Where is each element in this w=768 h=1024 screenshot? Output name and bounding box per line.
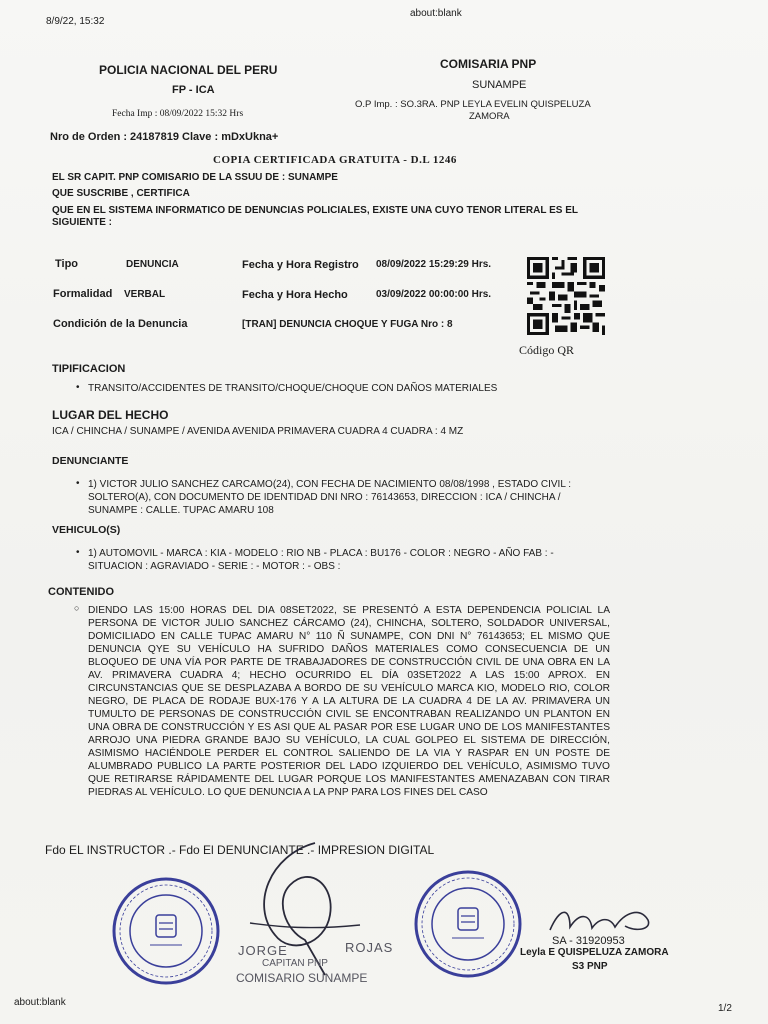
comisaria-subtitle: SUNAMPE (472, 79, 527, 91)
operator-line-1: O.P Imp. : SO.3RA. PNP LEYLA EVELIN QUISPELUZA (355, 99, 591, 110)
police-seal-left-icon (110, 875, 222, 987)
print-date: Fecha Imp : 08/09/2022 15:32 Hrs (112, 109, 244, 119)
signature-line: Fdo EL INSTRUCTOR .- Fdo El DENUNCIANTE .- IMPRESION DIGITAL (45, 843, 435, 857)
certificate-line-4: SIGUIENTE : (52, 217, 113, 228)
bullet-icon: • (76, 478, 80, 489)
formalidad-label: Formalidad (53, 288, 113, 300)
institution-title: POLICIA NACIONAL DEL PERU (99, 63, 278, 77)
vehiculo-title: VEHICULO(S) (52, 524, 121, 536)
print-url-top: about:blank (410, 8, 462, 19)
vehiculo-line-2: SITUACION : AGRAVIADO - SERIE : - MOTOR : - OBS : (88, 561, 341, 572)
stamp-right-id: SA - 31920953 (552, 935, 625, 947)
certificate-title: COPIA CERTIFICADA GRATUITA - D.L 1246 (213, 154, 457, 166)
fecha-hecho-label: Fecha y Hora Hecho (242, 289, 348, 301)
fecha-registro-value: 08/09/2022 15:29:29 Hrs. (376, 259, 492, 270)
tipo-label: Tipo (55, 258, 79, 270)
fecha-hecho-value: 03/09/2022 00:00:00 Hrs. (376, 289, 492, 300)
print-url-bottom: about:blank (14, 997, 66, 1008)
institution-subtitle: FP - ICA (172, 84, 215, 96)
stamp-right-name: Leyla E QUISPELUZA ZAMORA (520, 947, 669, 958)
operator-line-2: ZAMORA (469, 111, 510, 122)
bullet-icon: • (76, 382, 80, 393)
qr-code-icon (527, 257, 605, 335)
vehiculo-line-1: 1) AUTOMOVIL - MARCA : KIA - MODELO : RIO NB - PLACA : BU176 - COLOR : NEGRO - AÑO FAB : - (88, 548, 554, 559)
order-number: Nro de Orden : 24187819 Clave : mDxUkna+ (50, 131, 279, 143)
print-timestamp: 8/9/22, 15:32 (46, 16, 105, 27)
lugar-title: LUGAR DEL HECHO (52, 408, 169, 422)
certificate-line-2: QUE SUSCRIBE , CERTIFICA (52, 188, 190, 199)
denunciante-title: DENUNCIANTE (52, 455, 129, 467)
stamp-right-rank: S3 PNP (572, 961, 608, 972)
formalidad-value: VERBAL (124, 289, 166, 300)
print-page-number: 1/2 (718, 1003, 732, 1014)
stamp-left-rank: CAPITAN PNP (262, 958, 328, 969)
tipo-value: DENUNCIA (126, 259, 179, 270)
qr-caption: Código QR (519, 343, 575, 357)
fecha-registro-label: Fecha y Hora Registro (242, 259, 359, 271)
stamp-left-title: COMISARIO SUNAMPE (236, 971, 368, 985)
comisaria-title: COMISARIA PNP (440, 57, 537, 71)
stamp-left-name: JORGE (238, 943, 288, 958)
contenido-text: DIENDO LAS 15:00 HORAS DEL DIA 08SET2022, SE PRESENTÓ A ESTA DEPENDENCIA POLICIAL LA PERSONA DE VICTOR JULIO SANCHEZ CÁRCAMO (24), CHINCHA, SOLTERO, SOLDADOR UNIVERSAL, DOMICILIADO EN CALLE TUPAC AMARU N° 110 Ñ SUNAMPE, CON DNI N° 76143653; EL MISMO QUE DENUNCIA QYE SU VEHÍCULO HA SUFRIDO DAÑOS MATERIALES COMO CONSECUENCIA DE UN BLOQUEO DE UNA VÍA POR PARTE DE TRABAJADORES DE CONSTRUCCIÓN CIVIL DE UNA OBRA EN LA AV. PRIMAVERA CUADRA 4; HECHO OCURRIDO EL DÍA 03SET2022 A LAS 15:00 APROX. EN CIRCUNSTANCIAS QUE SE DESPLAZABA A BORDO DE SU VEHÍCULO MARCA KIO, MODELO RIO, COLOR NEGRO, DE PLACA DE RODAJE BUX-176 Y A LA ALTURA DE LA CUADRA 4 DE LA AV. PRIMAVERA UN TUMULTO DE PERSONAS DE CONSTRUCCIÓN CIVIL SE ENCONTRABAN REALIZANDO UN PLANTON EN UNA OBRA DE CONSTRUCCIÓN Y ES ASI QUE AL PASAR POR ESE LUGAR UNO DE LOS MANIFESTANTES ARROJO UNA PIEDRA GRANDE BAJO SU VEHÍCULO, LA CUAL GOLPEO EL SISTEMA DE DIRECCIÓN, ASIMISMO HACIÉNDOLE PERDER EL CONTROL SALIENDO DE LA VIA Y RASPAR EN UN POSTE DE ALUMBRADO PUBLICO LA PARTE POSTERIOR DEL LADO IZQUIERDO DEL VEHÍCULO, ASIMISMO TUVO QUE RETIRARSE RÁPIDAMENTE DEL LUGAR PORQUE LOS MANIFESTANTES AMENAZABAN CON TIRAR PIEDRAS AL VEHÍCULO. LO QUE DENUNCIA A LA PNP PARA LOS FINES DEL CASO (88, 605, 610, 798)
denunciante-line-2: SOLTERO(A), CON DOCUMENTO DE IDENTIDAD DNI NRO : 76143653, DIRECCION : ICA / CHINCHA / (88, 492, 561, 503)
bullet-icon: • (76, 547, 80, 558)
tipificacion-title: TIPIFICACION (52, 363, 126, 375)
contenido-title: CONTENIDO (48, 586, 114, 598)
certificate-line-3: QUE EN EL SISTEMA INFORMATICO DE DENUNCIAS POLICIALES, EXISTE UNA CUYO TENOR LITERAL ES EL (52, 205, 578, 216)
circle-bullet-icon: ○ (74, 603, 80, 613)
tipificacion-item: TRANSITO/ACCIDENTES DE TRANSITO/CHOQUE/CHOQUE CON DAÑOS MATERIALES (88, 383, 498, 394)
denunciante-line-1: 1) VICTOR JULIO SANCHEZ CARCAMO(24), CON FECHA DE NACIMIENTO 08/08/1998 , ESTADO CIVIL : (88, 479, 572, 490)
condicion-label: Condición de la Denuncia (53, 318, 188, 330)
police-seal-right-icon (412, 868, 524, 980)
denunciante-line-3: SUNAMPE : CALLE. TUPAC AMARU 108 (88, 505, 274, 516)
lugar-text: ICA / CHINCHA / SUNAMPE / AVENIDA AVENIDA PRIMAVERA CUADRA 4 CUADRA : 4 MZ (52, 426, 464, 437)
stamp-left-surname: ROJAS (345, 940, 394, 955)
certificate-line-1: EL SR CAPIT. PNP COMISARIO DE LA SSUU DE : SUNAMPE (52, 172, 338, 183)
condicion-value: [TRAN] DENUNCIA CHOQUE Y FUGA Nro : 8 (242, 319, 453, 330)
